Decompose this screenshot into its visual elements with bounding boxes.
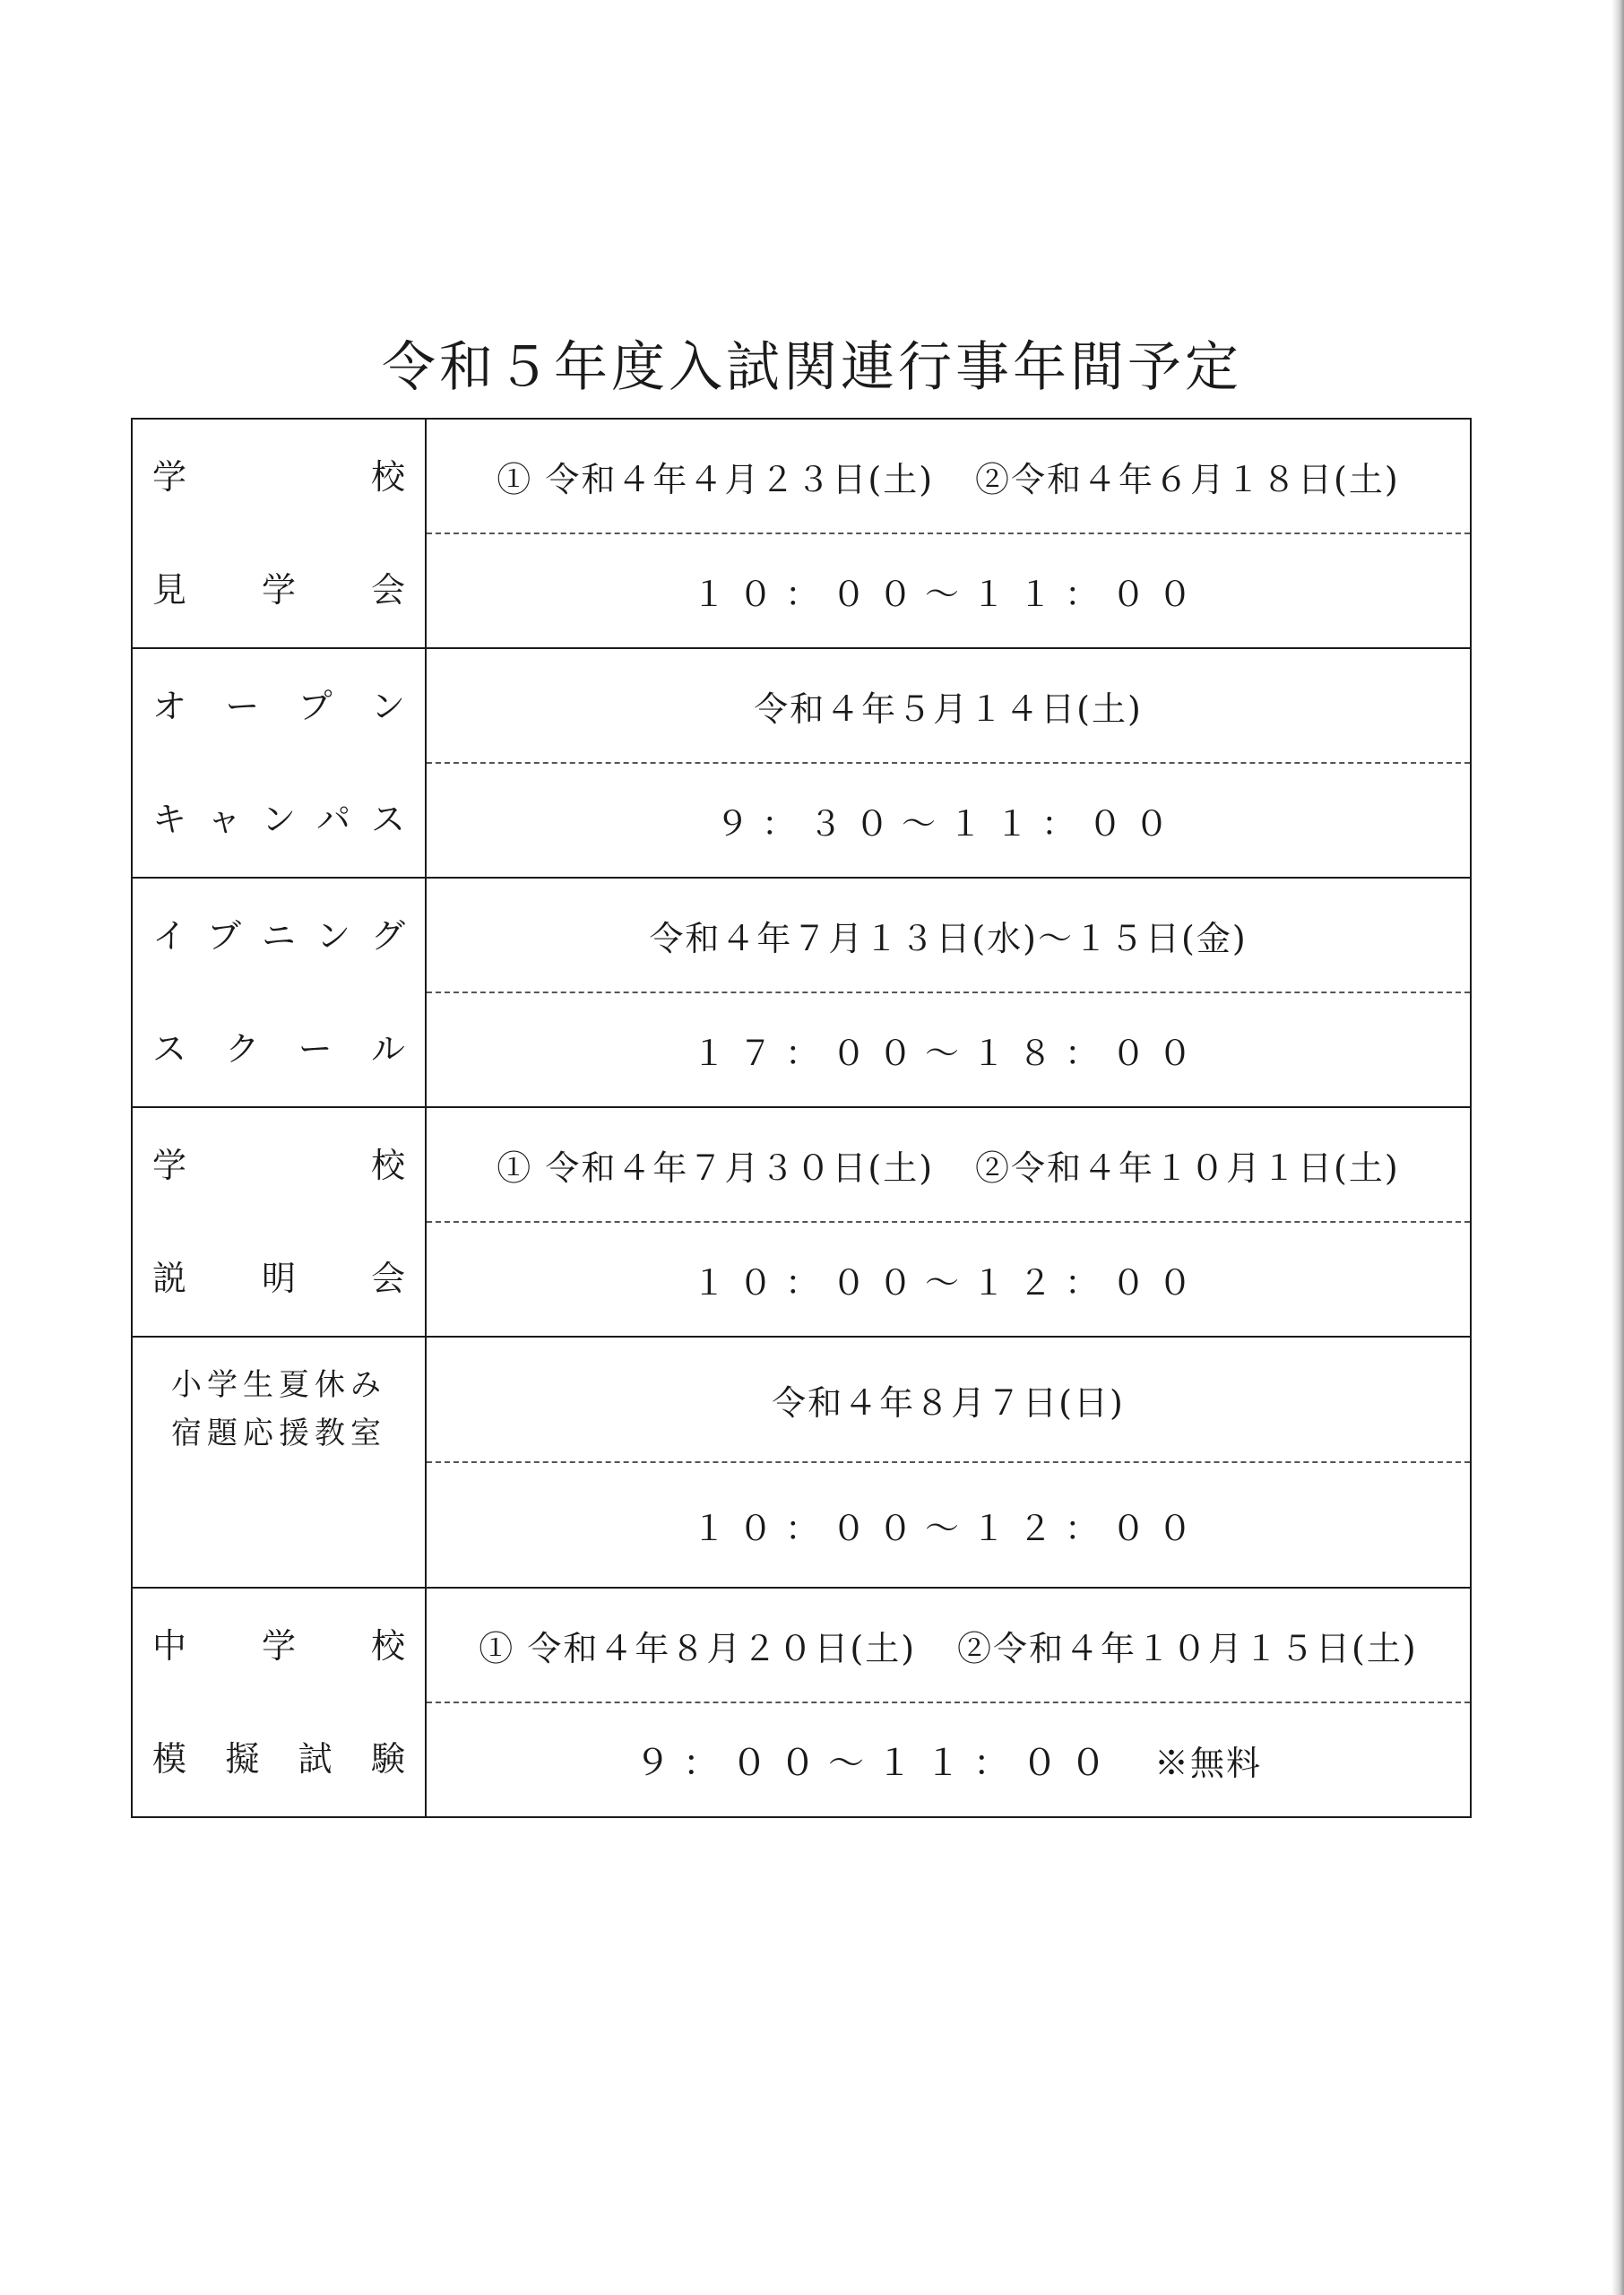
event-dates [426, 878, 1471, 992]
event-label [132, 1337, 426, 1588]
label-line: オ ー プ ン [152, 687, 405, 726]
table-row [132, 1107, 1471, 1222]
label-line: キ ャ ン パ ス [152, 800, 405, 839]
fee-note: ※無料 [1153, 1743, 1262, 1783]
label-line: 模 擬 試 験 [152, 1739, 405, 1779]
event-time: ９：３０～１１：００ [426, 763, 1471, 878]
event-label [132, 648, 426, 878]
event-schedule-table [131, 418, 1472, 1818]
event-time [426, 1702, 1471, 1817]
label-line: 小学生夏休み [171, 1367, 386, 1403]
event-label [132, 1588, 426, 1817]
table-row [132, 1337, 1471, 1462]
event-dates [426, 1107, 1471, 1222]
table-row [132, 648, 1471, 763]
event-time: １０：００～１２：００ [426, 1462, 1471, 1588]
event-label [132, 1107, 426, 1337]
event-date-1: 令和４年８月７日(日) [772, 1382, 1125, 1423]
event-label [132, 419, 426, 648]
event-date-2: ②令和４年６月１８日(土) [975, 459, 1400, 499]
event-dates [426, 419, 1471, 533]
table-row [132, 419, 1471, 533]
event-date-1: ① 令和４年８月２０日(土) [479, 1628, 917, 1668]
event-date-1: ① 令和４年７月３０日(土) [497, 1148, 935, 1188]
label-line: イ ブ ニ ン グ [152, 916, 405, 956]
table-row [132, 878, 1471, 992]
label-line: 見 学 会 [152, 570, 405, 610]
label-line: ス ク ー ル [152, 1029, 405, 1069]
document-title: 令和５年度入試関連行事年間予定 [382, 336, 1242, 399]
event-time: １０：００～１２：００ [426, 1222, 1471, 1337]
event-date-2: ②令和４年１０月１日(土) [975, 1148, 1400, 1188]
event-date-1: ① 令和４年４月２３日(土) [497, 459, 935, 499]
event-dates [426, 648, 1471, 763]
event-time-text: ９：００～１１：００ [634, 1742, 1119, 1784]
label-line: 宿題応援教室 [171, 1416, 386, 1451]
event-date-2: ②令和４年１０月１５日(土) [957, 1628, 1418, 1668]
event-time: １７：００～１８：００ [426, 992, 1471, 1107]
event-date-1: 令和４年５月１４日(土) [754, 688, 1143, 729]
event-dates [426, 1588, 1471, 1702]
event-dates [426, 1337, 1471, 1462]
event-label [132, 878, 426, 1107]
label-line: 学 校 [152, 457, 405, 497]
label-line: 学 校 [152, 1146, 405, 1185]
table-row [132, 1588, 1471, 1702]
event-date-1: 令和４年７月１３日(水)～１５日(金) [649, 918, 1248, 958]
label-line: 中 学 校 [152, 1626, 405, 1666]
label-line: 説 明 会 [152, 1259, 405, 1298]
event-time: １０：００～１１：００ [426, 533, 1471, 648]
